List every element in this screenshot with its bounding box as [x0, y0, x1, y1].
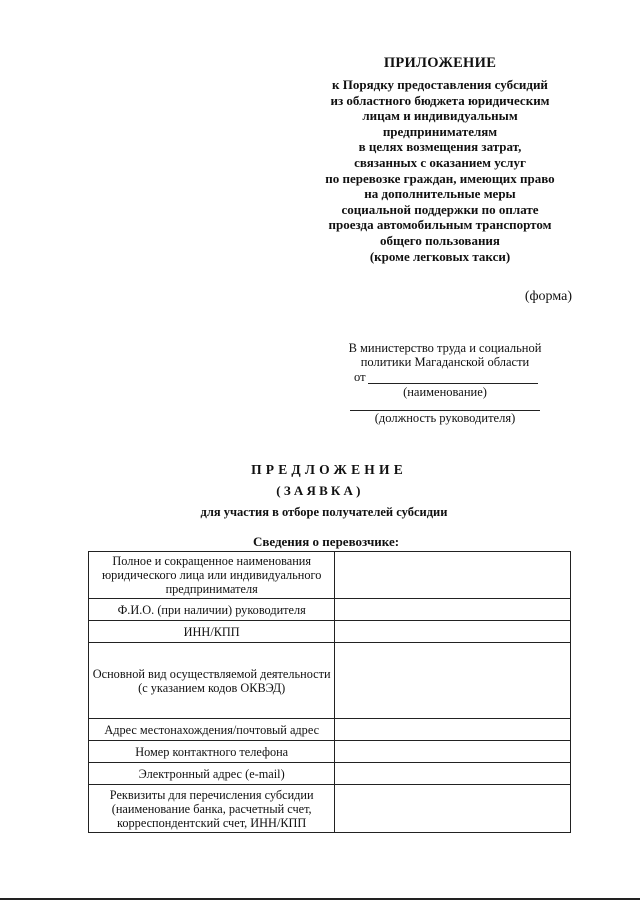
- document-subtitle: (ЗАЯВКА): [276, 483, 364, 498]
- addressee-block: [330, 341, 560, 425]
- table-row: [89, 599, 571, 621]
- addressee-line: политики Магаданской области: [360, 355, 530, 369]
- row-label: Основной вид осуществляемой деятельности (с указанием кодов ОКВЭД): [89, 643, 335, 719]
- row-value[interactable]: [335, 785, 571, 833]
- row-value[interactable]: [335, 599, 571, 621]
- appendix-line: (кроме легковых такси): [369, 248, 511, 264]
- row-label: Электронный адрес (e-mail): [89, 763, 335, 785]
- appendix-line: к Порядку предоставления субсидий: [332, 77, 548, 92]
- form-label: (форма): [524, 289, 572, 304]
- row-label: Реквизиты для перечисления субсидии (наименование банка, расчетный счет, корреспондентский счет, ИНН/КПП: [89, 785, 335, 833]
- page-bottom-rule: [0, 898, 640, 900]
- table-row: [89, 763, 571, 785]
- from-row: [330, 370, 560, 384]
- row-value[interactable]: [335, 741, 571, 763]
- appendix-line: проезда автомобильным транспортом: [328, 217, 552, 233]
- appendix-line: лицам и индивидуальным: [362, 108, 518, 124]
- row-label: ИНН/КПП: [89, 621, 335, 643]
- row-value[interactable]: [335, 763, 571, 785]
- document-title-block: [0, 462, 640, 550]
- appendix-line: социальной поддержки по оплате: [341, 201, 539, 217]
- name-fill-line[interactable]: [368, 383, 538, 384]
- position-caption: (должность руководителя): [374, 411, 516, 425]
- row-label: Полное и сокращенное наименования юридического лица или индивидуального предпринимателя: [89, 552, 335, 599]
- appendix-line: общего пользования: [380, 232, 500, 248]
- from-label: от: [354, 370, 366, 384]
- row-label: Ф.И.О. (при наличии) руководителя: [89, 599, 335, 621]
- appendix-line: связанных с оказанием услуг: [354, 154, 526, 170]
- table-row: [89, 643, 571, 719]
- name-caption: (наименование): [403, 385, 487, 399]
- appendix-line: на дополнительные меры: [364, 186, 516, 202]
- appendix-line: из областного бюджета юридическим: [330, 92, 550, 108]
- row-value[interactable]: [335, 719, 571, 741]
- table-row: [89, 741, 571, 763]
- document-purpose: для участия в отборе получателей субсидии: [200, 505, 448, 519]
- row-value[interactable]: [335, 643, 571, 719]
- appendix-line: предпринимателям: [382, 123, 498, 139]
- row-value[interactable]: [335, 621, 571, 643]
- table-row: [89, 785, 571, 833]
- addressee-line: В министерство труда и социальной: [348, 341, 542, 355]
- appendix-title: ПРИЛОЖЕНИЕ: [383, 55, 497, 71]
- row-value[interactable]: [335, 552, 571, 599]
- appendix-line: в целях возмещения затрат,: [358, 139, 522, 155]
- table-row: [89, 621, 571, 643]
- carrier-info-table: [88, 551, 571, 833]
- row-label: Номер контактного телефона: [89, 741, 335, 763]
- section-heading: Сведения о перевозчике:: [252, 534, 400, 549]
- table-row: [89, 552, 571, 599]
- document-title: ПРЕДЛОЖЕНИЕ: [251, 462, 407, 477]
- row-label: Адрес местонахождения/почтовый адрес: [89, 719, 335, 741]
- table-row: [89, 719, 571, 741]
- appendix-description: [296, 77, 584, 264]
- appendix-line: по перевозке граждан, имеющих право: [325, 170, 555, 186]
